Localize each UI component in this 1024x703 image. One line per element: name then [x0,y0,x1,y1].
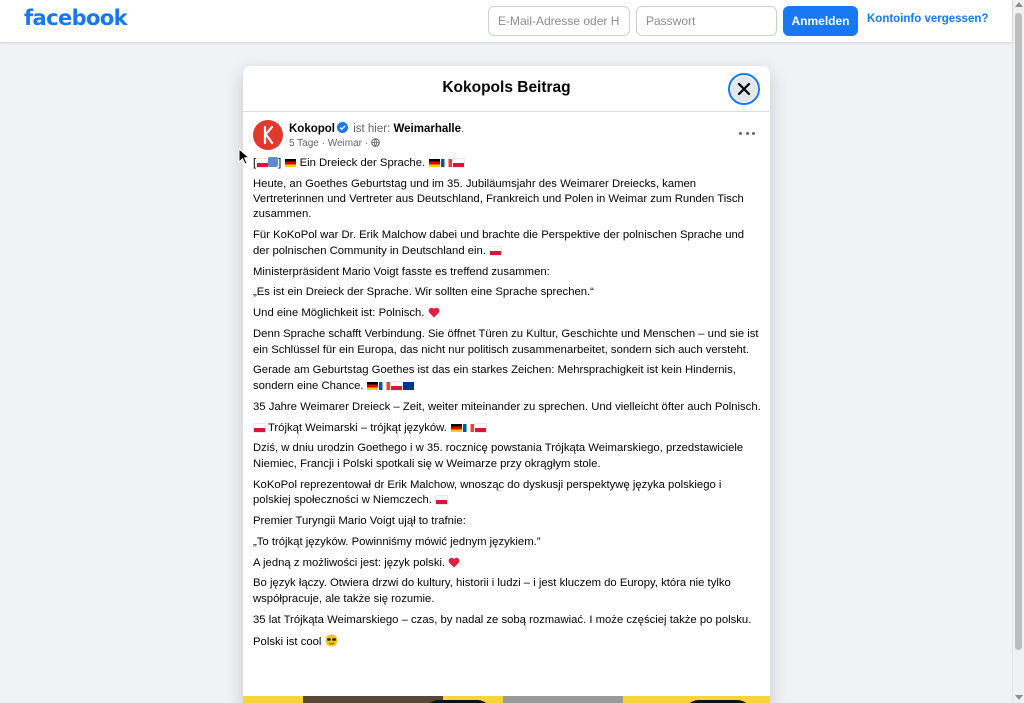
poland-flag-icon [436,496,447,504]
scroll-up-arrow-icon[interactable] [1015,2,1023,7]
germany-flag-icon [429,159,440,167]
post-paragraph: Für KoKoPol war Dr. Erik Malchow dabei und brachte die Perspektive der polnischen Sprache und der polnischen Community in Deutschland ein. [253,229,745,257]
post-options-button[interactable] [736,126,758,140]
france-flag-icon [441,159,452,167]
scroll-down-arrow-icon[interactable] [1015,695,1023,700]
france-flag-icon [379,382,390,390]
post-paragraph: A jedną z możliwości jest: język polski. [253,556,761,571]
close-button[interactable] [728,73,760,105]
post-paragraph: Trójkąt Weimarski – trójkąt języków. [253,421,761,436]
germany-flag-icon [367,382,378,390]
poland-flag-icon [475,424,486,432]
post-paragraph: Und eine Möglichkeit ist: Polnisch. [253,306,761,321]
post-paragraph: „Es ist ein Dreieck der Sprache. Wir sollten eine Sprache sprechen.“ [253,286,594,299]
poland-flag-icon [490,247,501,255]
more-dot-icon [739,132,742,135]
post-paragraph: KoKoPol reprezentował dr Erik Malchow, wnosząc do dyskusji perspektywę języka polskiego i polskiej społeczności w Niemczech. [253,478,722,506]
mouse-cursor-icon [238,148,252,166]
post-paragraph: 35 Jahre Weimarer Dreieck – Zeit, weiter miteinander zu sprechen. Und vielleicht öfter auch Polnisch. [253,400,761,413]
post-text [253,156,761,655]
poland-flag-icon [257,159,268,167]
post-dialog [243,66,770,703]
post-paragraph: Bo język łączy. Otwiera drzwi do kultury, historii i ludzi – i jest kluczem do Europy, która nie tylko współpracuje, ale także się rozumie. [253,577,731,605]
post-paragraph: Ministerpräsident Mario Voigt fasste es treffend zusammen: [253,265,550,278]
france-flag-icon [463,424,474,432]
verified-badge-icon [337,122,348,133]
heart-icon [428,307,440,318]
post-paragraph: „To trójkąt języków. Powinniśmy mówić jednym językiem.” [253,535,541,548]
post-paragraph: Gerade am Geburtstag Goethes ist das ein starkes Zeichen: Mehrsprachigkeit ist kein Hindernis, sondern eine Chance. [253,364,736,392]
sunglasses-face-icon [325,634,338,647]
forgot-account-link[interactable]: Kontoinfo vergessen? [867,13,989,25]
password-field[interactable] [636,6,777,36]
post-meta: 5 Tage · Weimar · [289,138,380,149]
post-paragraph: 35 lat Trójkąta Weimarskiego – czas, by nadal ze sobą rozmawiać. I może częściej także po polsku. [253,613,752,626]
page-scrollbar[interactable] [1012,0,1024,703]
dialog-title: Kokopols Beitrag [442,79,571,96]
poland-flag-icon [453,159,464,167]
post-paragraph: Polski ist cool [253,634,761,650]
post-time[interactable]: 5 Tage [289,138,319,149]
poland-flag-icon [254,424,265,432]
author-avatar[interactable] [253,120,283,150]
author-line: Kokopol ist hier: Weimarhalle. [289,123,465,135]
post-paragraph: Heute, an Goethes Geburtstag und im 35. Jubiläumsjahr des Weimarer Dreiecks, kamen Vertreterinnen und Vertreter aus Deutschland, Frankreich und Polen in Weimar zum Runden Tisch zusammen. [253,177,744,221]
author-name[interactable]: Kokopol [289,123,335,135]
kokopol-logo-icon [259,125,277,145]
place-link[interactable]: Weimarhalle [393,123,462,135]
close-icon [737,82,751,96]
top-navigation-bar [0,0,1012,42]
globe-icon [371,138,380,147]
keycap-icon [268,157,278,167]
checkin-text: ist hier: [353,123,391,135]
scrollbar-thumb[interactable] [1015,13,1022,650]
more-dot-icon [752,132,755,135]
heart-icon [448,557,460,568]
more-dot-icon [746,132,749,135]
post-location[interactable]: Weimar [327,138,362,149]
post-paragraph: [ ] Ein Dreieck der Sprache. [253,156,761,171]
post-paragraph: Denn Sprache schafft Verbindung. Sie öffnet Türen zu Kultur, Geschichte und Menschen – und sie ist ein Schlüssel für ein Europa, das nicht nur politisch zusammenarbeitet, sondern sich auch versteht. [253,328,759,356]
poland-flag-icon [391,382,402,390]
email-field[interactable] [488,6,630,36]
facebook-logo[interactable]: facebook [24,6,128,30]
post-paragraph: Dziś, w dniu urodzin Goethego i w 35. rocznicę powstania Trójkąta Weimarskiego, przedstawiciele Niemiec, Francji i Polski spotkali się w Weimarze przy okrągłym stole. [253,442,744,470]
germany-flag-icon [451,424,462,432]
login-button[interactable]: Anmelden [783,6,858,36]
germany-flag-icon [285,159,296,167]
post-paragraph: Premier Turyngii Mario Voigt ujął to trafnie: [253,514,466,527]
eu-flag-icon [403,382,414,390]
dialog-header [243,66,770,112]
post-image[interactable] [243,696,770,703]
